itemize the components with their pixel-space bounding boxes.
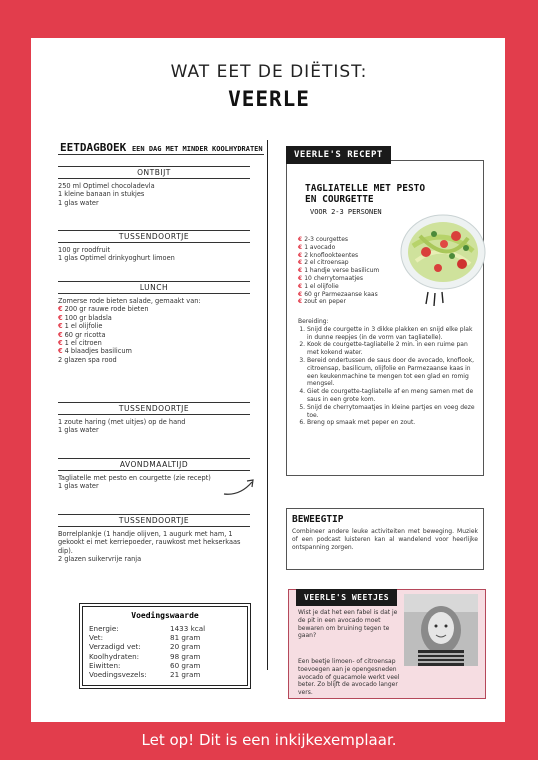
list-item: 1. Snijd de courgette in 3 dikke plakken en snijd elke plak in dunne reepjes (in de vorm van tagliatelle).: [307, 326, 476, 342]
table-row: Koolhydraten: 98 gram: [89, 651, 201, 661]
text-line: 1 glas water: [58, 482, 99, 491]
section-label: TUSSENDOORTJE: [58, 402, 250, 415]
table-row: Energie: 1433 kcal: [89, 624, 206, 633]
list-item: € 60 gr Parmezaanse kaas: [298, 290, 378, 298]
list-item: € 1 el olijfolie: [298, 282, 339, 290]
list-item: € 2-3 courgettes: [298, 236, 349, 243]
footer-notice: Let op! Dit is een inkijkexemplaar.: [141, 731, 397, 749]
ingredient-list: [298, 236, 379, 306]
text-line: Borrelplankje (1 handje olijven, 1 augurk met ham, 1 gekookt ei met kerriepoeder, rauwkost met hekserkaas dip).: [58, 530, 241, 555]
list-item: € 60 gr ricotta: [58, 330, 106, 339]
weetjes-title: VEERLE'S WEETJES: [296, 589, 397, 606]
list-item: € 200 gr rauwe rode bieten: [58, 305, 149, 314]
text-line: 1 glas Optimel drinkyoghurt limoen: [58, 254, 175, 263]
portrait-photo: [404, 594, 478, 666]
header-line1: WAT EET DE DIËTIST:: [170, 62, 368, 82]
section-tussendoortje-2: [58, 402, 250, 435]
list-item: € 1 handje verse basilicum: [298, 267, 380, 275]
section-label: LUNCH: [58, 281, 250, 294]
text-line: 2 glazen spa rood: [58, 355, 117, 364]
list-item: 3. Bereid ondertussen de saus door de avocado, knoflook, citroensap, basilicum, olijfolie en Parmezaanse kaas in een keukenmachine te mengen tot een glad en romig mengsel.: [307, 357, 476, 388]
diary-title-big: EETDAGBOEK: [60, 141, 127, 154]
list-item: 5. Snijd de cherrytomaatjes in kleine partjes en voeg deze toe.: [307, 404, 476, 420]
text-line: 1 glas water: [58, 198, 99, 207]
text-line: 250 ml Optimel chocoladevla: [58, 182, 155, 190]
list-item: 4. Giet de courgette-tagliatelle af en meng samen met de saus in een grote kom.: [307, 388, 476, 404]
section-tussendoortje-1: [58, 230, 250, 263]
table-row: Eiwitten: 60 gram: [89, 660, 201, 670]
list-item: € 1 avocado: [298, 243, 336, 251]
section-ontbijt: [58, 166, 250, 207]
recipe-serves: VOOR 2-3 PERSONEN: [310, 208, 382, 216]
text-line: 2 glazen suikervrije ranja: [58, 555, 142, 564]
pasta-dish-image: [398, 206, 488, 294]
section-label: ONTBIJT: [58, 166, 250, 179]
table-row: Vet: 81 gram: [89, 633, 201, 643]
column-divider: [267, 140, 268, 670]
curved-arrow-icon: [222, 476, 258, 498]
table-row: Verzadigd vet: 20 gram: [89, 642, 201, 652]
section-lunch: [58, 281, 250, 364]
list-item: 6. Breng op smaak met peper en zout.: [307, 419, 476, 427]
weetjes-p1: Wist je dat het een fabel is dat je de pit in een avocado moet bewaren om bruining tegen te gaan?: [298, 609, 398, 640]
text-line: 1 zoute haring (met uitjes) op de hand: [58, 418, 186, 426]
section-label: TUSSENDOORTJE: [58, 514, 250, 527]
nutrition-title: Voedingswaarde: [131, 611, 199, 620]
steps-label: Bereiding:: [298, 318, 329, 325]
list-item: € 10 cherrytomaatjes: [298, 274, 363, 282]
diary-title: [60, 141, 265, 154]
recipe-steps: [298, 318, 476, 427]
text-line: 1 kleine banaan in stukjes: [58, 190, 145, 199]
diary-rule: [58, 154, 264, 155]
beweegtip-text: Combineer andere leuke activiteiten met beweging. Muziek of een podcast luisteren kan al wandelend voor heerlijke ontspanning zorgen.: [292, 528, 478, 551]
beweegtip-title: BEWEEGTIP: [292, 514, 344, 525]
weetjes-p2-a: Een beetje limoen- of citroensap toevoegen aan je opengesneden avocado of guacamole werkt veel beter. Zo blijft de avocado langer vers.: [298, 658, 400, 697]
text-line: 1 glas water: [58, 426, 99, 435]
nutrition-table: [89, 624, 208, 679]
list-item: € 2 knoflookteentes: [298, 251, 359, 259]
list-item: € zout en peper: [298, 298, 346, 306]
list-item: € 4 blaadjes basilicum: [58, 347, 132, 356]
list-item: 2. Kook de courgette-tagliatelle 2 min. in een ruime pan met kokend water.: [307, 341, 476, 357]
section-tussendoortje-3: [58, 514, 250, 564]
table-row: Voedingsvezels: 21 gram: [89, 670, 201, 680]
text-line: Zomerse rode bieten salade, gemaakt van:: [58, 297, 201, 305]
nutrition-box: [82, 606, 248, 686]
list-item: € 1 el citroen: [58, 339, 102, 348]
accent-strokes-icon: [424, 290, 446, 308]
recipe-title: TAGLIATELLE MET PESTO EN COURGETTE: [305, 183, 426, 205]
section-label: TUSSENDOORTJE: [58, 230, 250, 243]
text-line: 100 gr roodfruit: [58, 246, 111, 254]
recipe-tag: VEERLE'S RECEPT: [286, 146, 391, 164]
diary-title-small: EEN DAG MET MINDER KOOLHYDRATEN: [131, 145, 263, 153]
header-name: VEERLE: [228, 87, 310, 111]
list-item: € 2 el citroensap: [298, 259, 349, 267]
text-line: Tagliatelle met pesto en courgette (zie recept): [58, 474, 211, 482]
list-item: € 100 gr bladsla: [58, 313, 112, 322]
section-label: AVONDMAALTIJD: [58, 458, 250, 471]
list-item: € 1 el olijfolie: [58, 322, 103, 331]
